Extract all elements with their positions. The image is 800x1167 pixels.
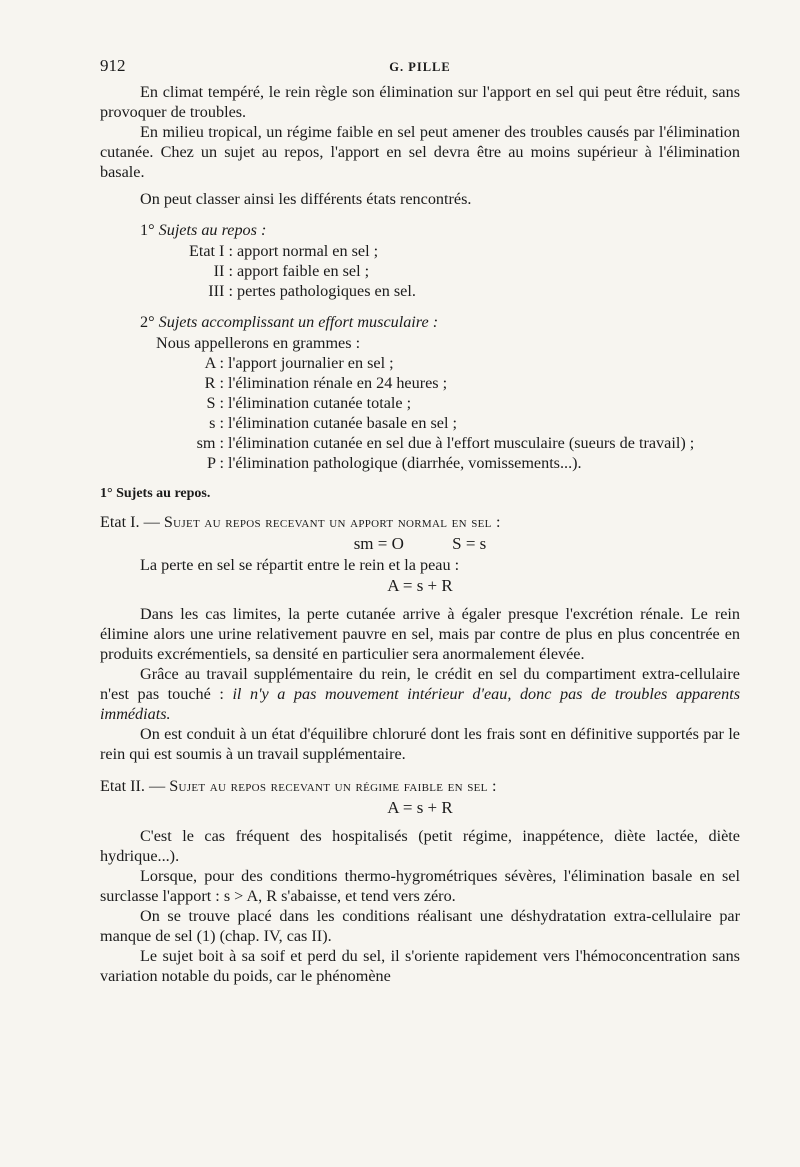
paragraph: [100, 664, 740, 724]
state-prefix: Etat I. —: [100, 513, 160, 531]
paragraph-text: Grâce au travail supplémentaire du rein, le crédit en sel du compartiment extra-cellulaire n'est pas touché :: [100, 665, 740, 703]
list-label: P :: [207, 454, 224, 472]
list-label: A :: [204, 354, 224, 372]
paragraph: On se trouve placé dans les conditions réalisant une déshydratation extra-cellulaire par manque de sel (1) (chap. IV, cas II).: [100, 907, 740, 945]
running-head: G. PILLE: [389, 60, 451, 74]
paragraph: Dans les cas limites, la perte cutanée arrive à égaler presque l'excrétion rénale. Le rein élimine alors une urine relativement pauvre en sel, mais par contre de plus en plus concentrée en produits excrémentiels, sa densité en particulier sera anormalement élevée.: [100, 605, 740, 663]
state-2-heading: [100, 775, 740, 797]
list-item: [100, 281, 740, 301]
state-1-heading: [100, 511, 740, 533]
list-label: II :: [213, 262, 233, 280]
paragraph: En milieu tropical, un régime faible en sel peut amener des troubles causés par l'élimination cutanée. Chez un sujet au repos, l'apport en sel devra être au moins supérieur à l'élimination basale.: [100, 123, 740, 181]
paragraph: Lorsque, pour des conditions thermo-hygrométriques sévères, l'élimination basale en sel surclasse l'apport : s > A, R s'abaisse, et tend vers zéro.: [100, 867, 740, 905]
section-heading-1: [140, 220, 740, 241]
section-title: Sujets au repos :: [158, 221, 267, 239]
state-title: Sujet au repos recevant un apport normal en sel :: [163, 513, 501, 531]
list-label: sm :: [196, 434, 224, 452]
list-text: apport normal en sel ;: [237, 242, 379, 260]
list-text: l'élimination cutanée basale en sel ;: [228, 414, 458, 432]
paragraph: Le sujet boit à sa soif et perd du sel, il s'oriente rapidement vers l'hémoconcentration sans variation notable du poids, car le phénomène: [100, 947, 740, 985]
list-item: [100, 433, 740, 453]
list-label: R :: [204, 374, 224, 392]
list-label: S :: [206, 394, 224, 412]
page-number: 912: [100, 56, 126, 75]
section-heading-2: [140, 312, 740, 333]
list-item: [100, 241, 740, 261]
section-number: 2°: [140, 313, 155, 331]
subheading: 1° Sujets au repos.: [100, 486, 211, 501]
list-text: pertes pathologiques en sel.: [237, 282, 416, 300]
formula: A = s + R: [387, 576, 453, 595]
list-item: [100, 373, 740, 393]
list-text: l'apport journalier en sel ;: [228, 354, 394, 372]
state-prefix: Etat II. —: [100, 777, 166, 795]
paragraph: C'est le cas fréquent des hospitalisés (petit régime, inappétence, diète lactée, diète hydrique...).: [100, 827, 740, 865]
section-title: Sujets accomplissant un effort musculaire :: [158, 313, 439, 331]
list-text: l'élimination pathologique (diarrhée, vomissements...).: [228, 454, 582, 472]
list-label: s :: [209, 414, 224, 432]
state-list: [100, 241, 740, 301]
list-text: l'élimination cutanée totale ;: [228, 394, 412, 412]
formula: S = s: [452, 534, 487, 553]
paragraph: On est conduit à un état d'équilibre chloruré dont les frais sont en définitive supportés par le rein qui est soumis à un travail supplémentaire.: [100, 725, 740, 763]
list-text: apport faible en sel ;: [237, 262, 370, 280]
formula: sm = O: [353, 534, 404, 553]
paragraph: En climat tempéré, le rein règle son élimination sur l'apport en sel qui peut être réduit, sans provoquer de troubles.: [100, 83, 740, 121]
list-label: III :: [208, 282, 233, 300]
list-item: [100, 261, 740, 281]
formula-row: [100, 533, 740, 555]
list-intro: Nous appellerons en grammes :: [156, 334, 361, 352]
list-label: Etat I :: [188, 242, 233, 260]
definitions-list: [100, 353, 740, 473]
list-text: l'élimination cutanée en sel due à l'effort musculaire (sueurs de travail) ;: [228, 434, 695, 452]
page-header: [100, 56, 740, 82]
section-number: 1°: [140, 221, 155, 239]
list-item: [100, 413, 740, 433]
document-page: [100, 56, 740, 986]
list-item: [100, 353, 740, 373]
formula: A = s + R: [387, 798, 453, 817]
list-item: [100, 393, 740, 413]
list-item: [100, 453, 740, 473]
state-title: Sujet au repos recevant un régime faible en sel :: [169, 777, 497, 795]
list-text: l'élimination rénale en 24 heures ;: [228, 374, 448, 392]
paragraph: On peut classer ainsi les différents états rencontrés.: [140, 190, 472, 208]
paragraph: La perte en sel se répartit entre le rein et la peau :: [140, 556, 460, 574]
paragraph-emphasis: il n'y a pas mouvement intérieur d'eau, donc pas de troubles apparents immédiats.: [100, 685, 741, 723]
